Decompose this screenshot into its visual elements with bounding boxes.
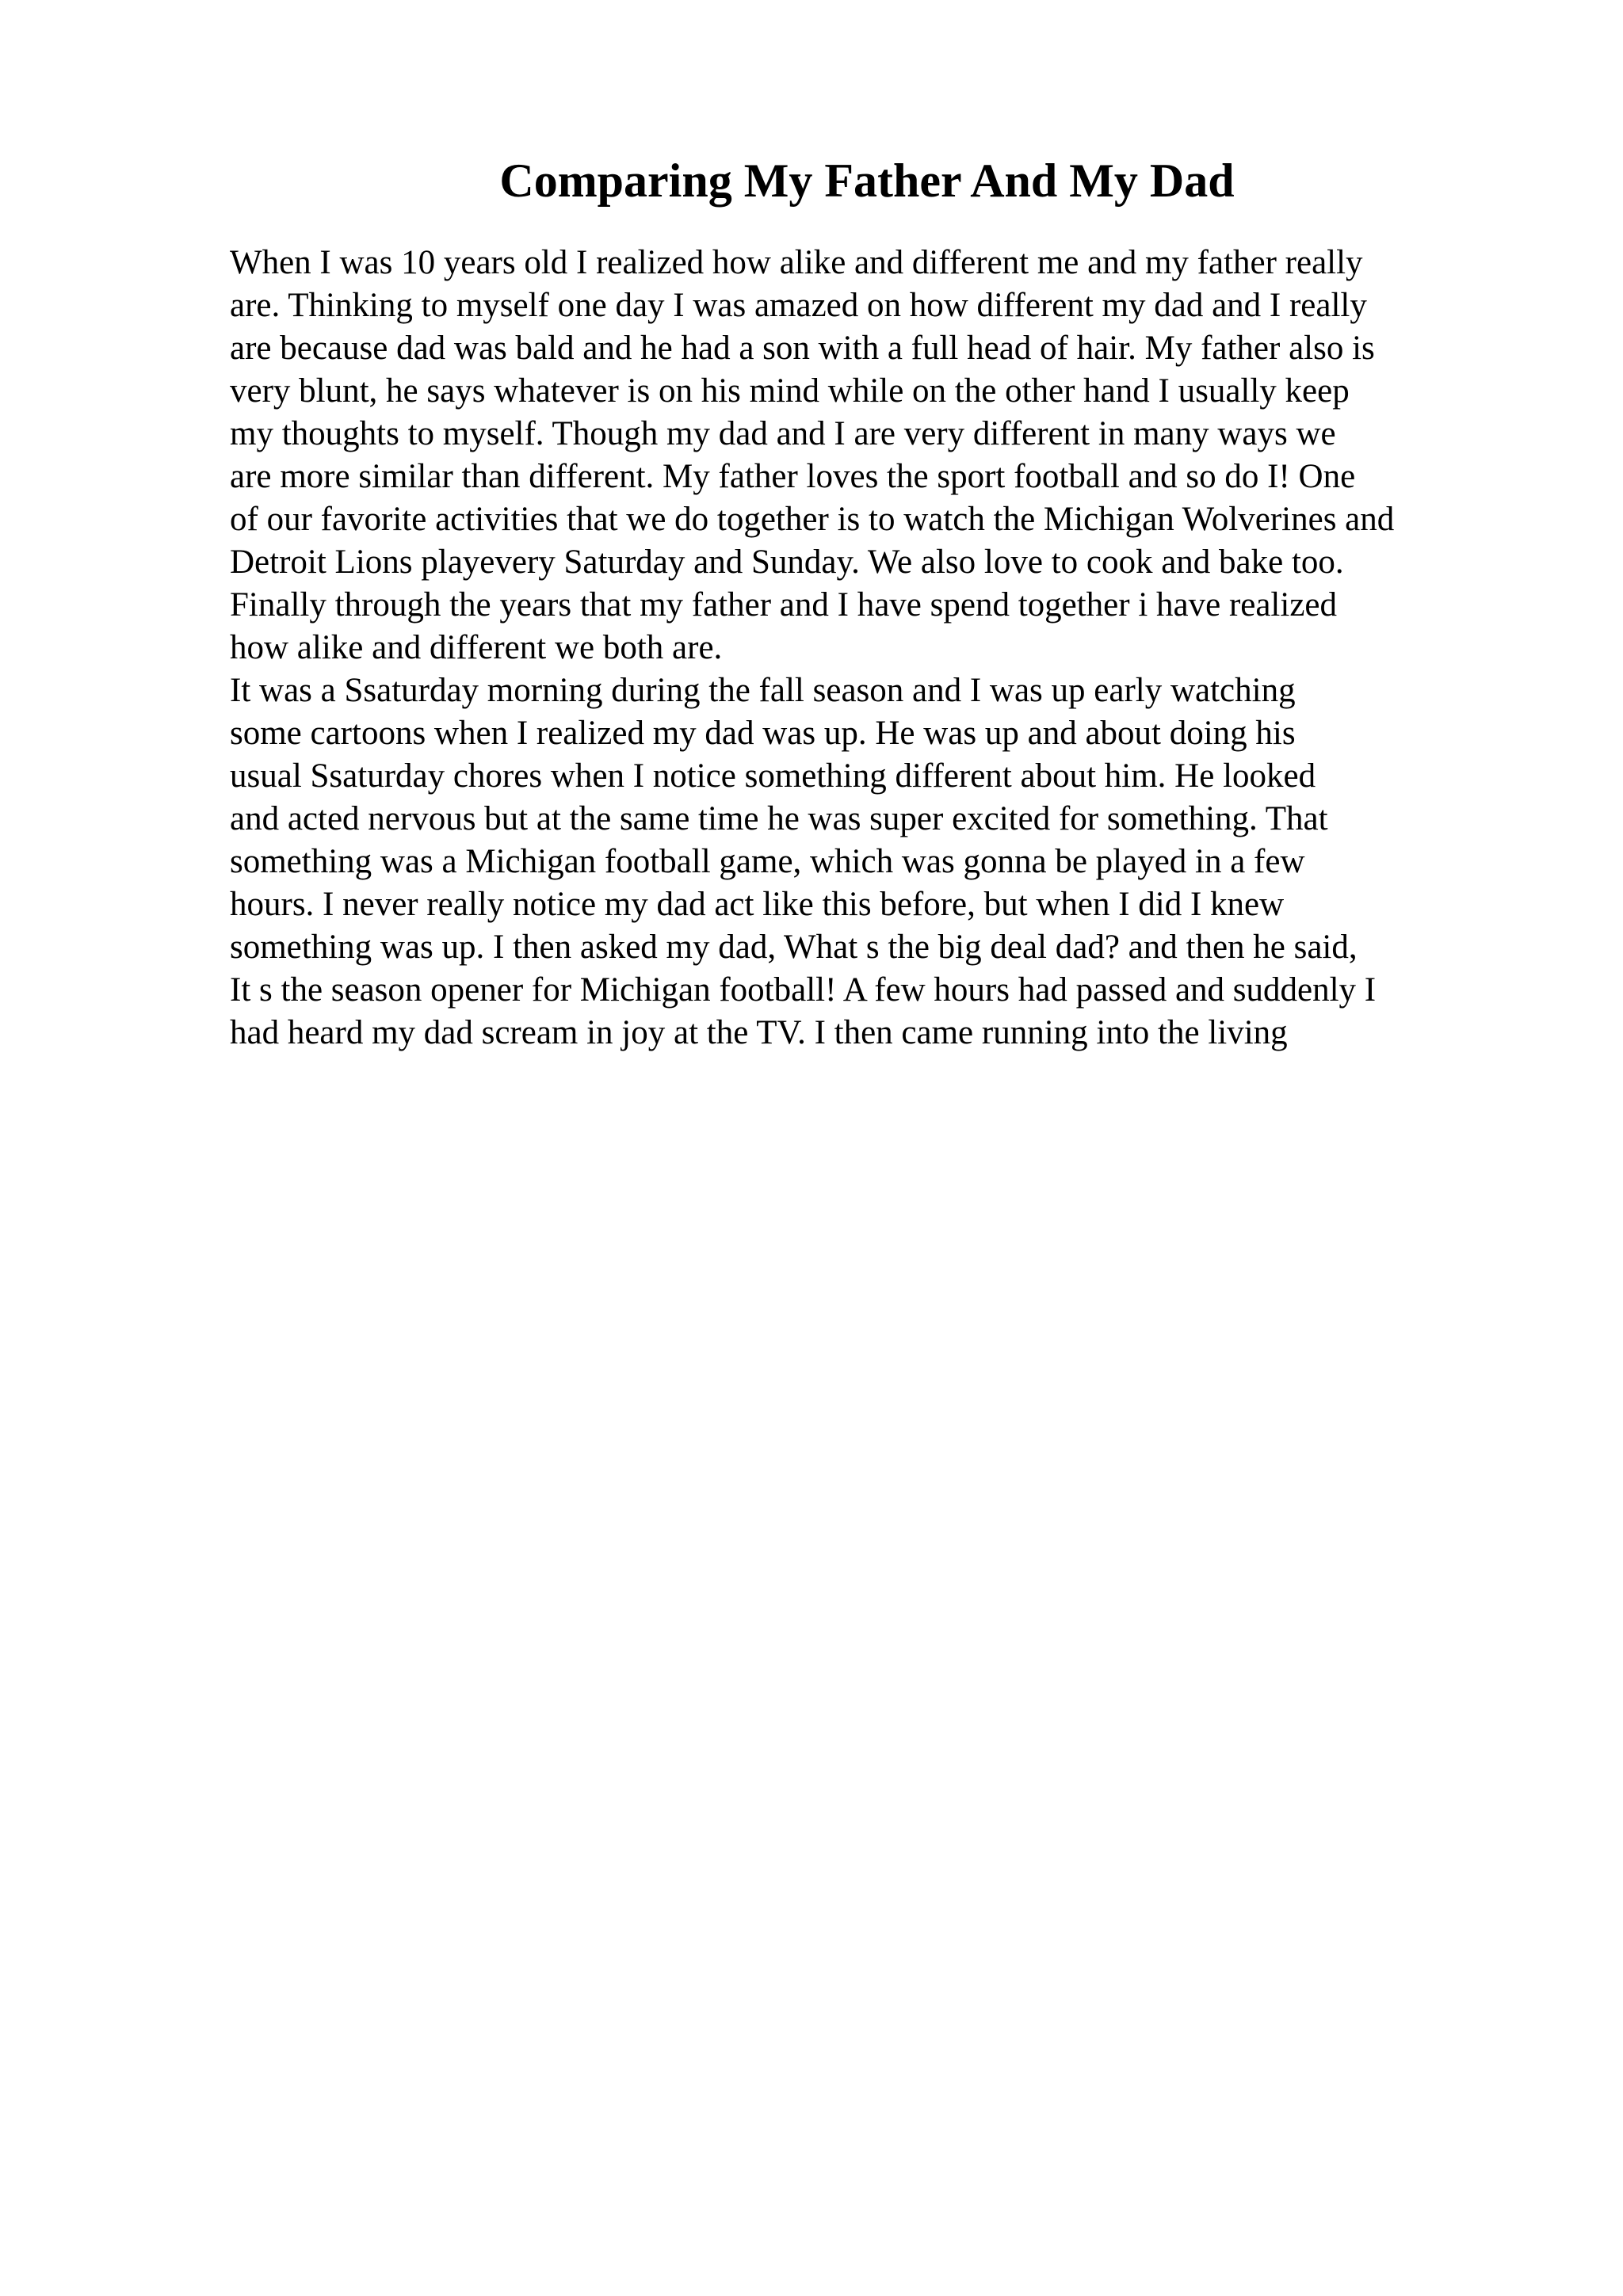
- body-line: something was up. I then asked my dad, What s the big deal dad? and then he said,: [230, 929, 1358, 966]
- document-title: Comparing My Father And My Dad: [499, 154, 1235, 207]
- body-line: very blunt, he says whatever is on his mind while on the other hand I usually keep: [230, 372, 1350, 410]
- body-line: usual Ssaturday chores when I notice something different about him. He looked: [230, 757, 1316, 795]
- body-line: hours. I never really notice my dad act like this before, but when I did I knew: [230, 886, 1285, 923]
- body-line: had heard my dad scream in joy at the TV. I then came running into the living: [230, 1014, 1288, 1051]
- body-line: of our favorite activities that we do together is to watch the Michigan Wolverines and: [230, 501, 1395, 538]
- body-line: something was a Michigan football game, which was gonna be played in a few: [230, 843, 1305, 880]
- body-line: my thoughts to myself. Though my dad and I are very different in many ways we: [230, 415, 1336, 452]
- body-line: It was a Ssaturday morning during the fall season and I was up early watching: [230, 672, 1296, 709]
- body-line: and acted nervous but at the same time he was super excited for something. That: [230, 800, 1328, 837]
- document-body: [230, 242, 1623, 1055]
- body-line: are because dad was bald and he had a son with a full head of hair. My father also is: [230, 330, 1375, 367]
- body-line: It s the season opener for Michigan football! A few hours had passed and suddenly I: [230, 971, 1377, 1009]
- body-line: Detroit Lions playevery Saturday and Sunday. We also love to cook and bake too.: [230, 543, 1344, 581]
- body-line: Finally through the years that my father and I have spend together i have realized: [230, 586, 1337, 624]
- body-line: some cartoons when I realized my dad was up. He was up and about doing his: [230, 715, 1296, 752]
- body-line: are. Thinking to myself one day I was amazed on how different my dad and I really: [230, 287, 1367, 324]
- body-line: When I was 10 years old I realized how alike and different me and my father really: [230, 244, 1363, 281]
- body-line: are more similar than different. My father loves the sport football and so do I! One: [230, 458, 1356, 495]
- body-line: how alike and different we both are.: [230, 629, 723, 666]
